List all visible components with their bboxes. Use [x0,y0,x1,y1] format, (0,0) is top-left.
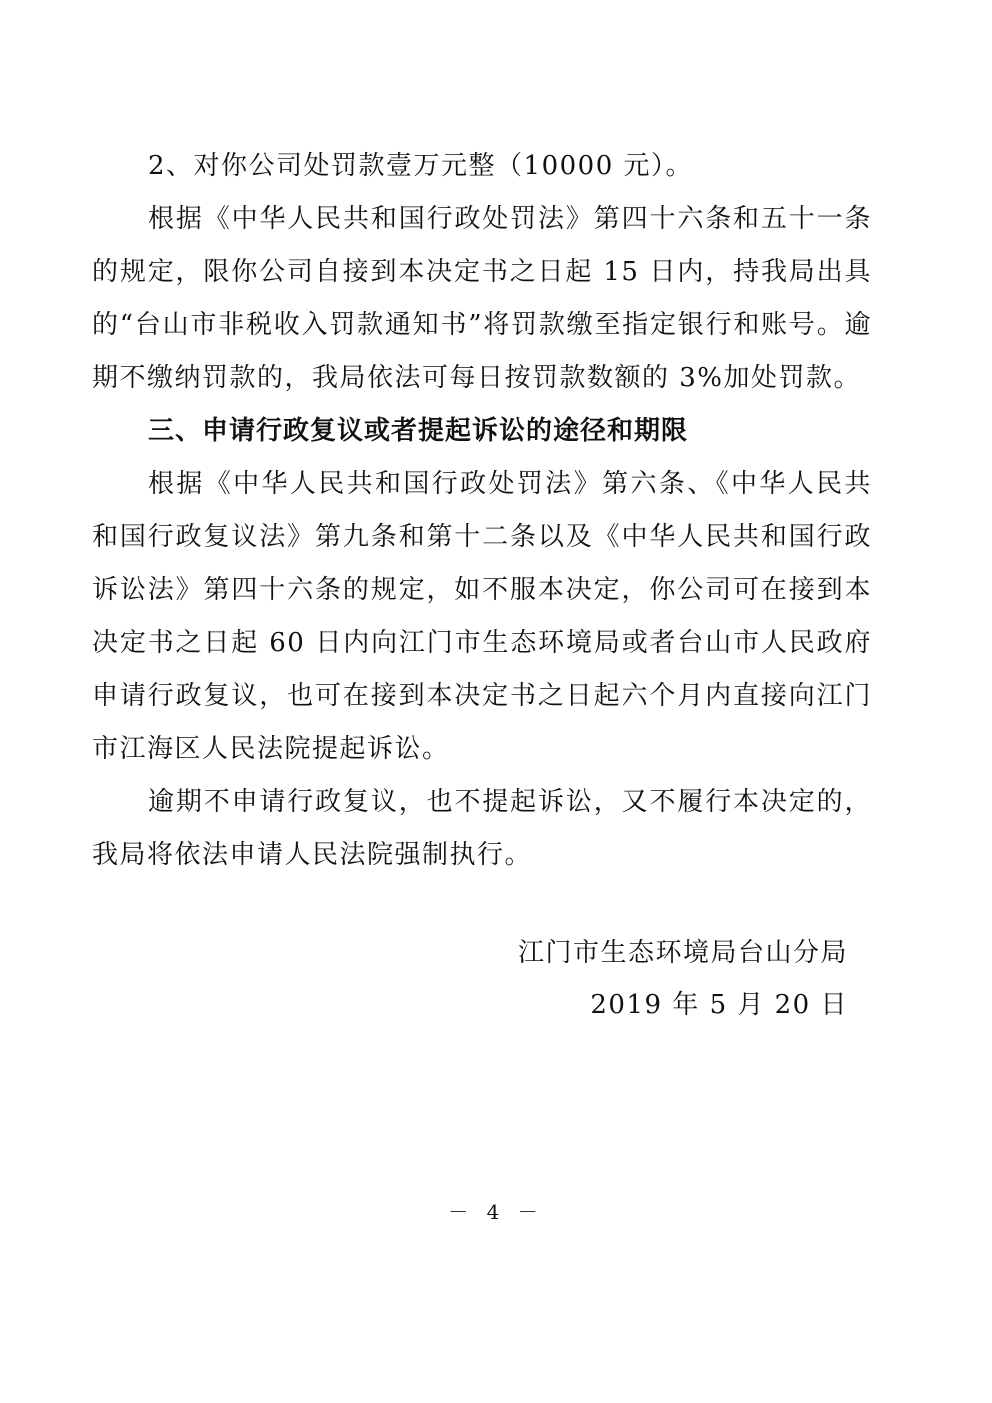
paragraph-penalty-amount: 2、对你公司处罚款壹万元整（10000 元）。 [148,151,694,181]
paragraph-enforcement: 逾期不申请行政复议，也不提起诉讼，又不履行本决定的，我局将依法申请人民法院强制执行。 [92,787,872,870]
paragraph-appeal-rights: 根据《中华人民共和国行政处罚法》第六条、《中华人民共和国行政复议法》第九条和第十二条以及《中华人民共和国行政诉讼法》第四十六条的规定，如不服本决定，你公司可在接到本决定书之日起 60 日内向江门市生态环境局或者台山市人民政府申请行政复议，也可在接到本决定书之日起六个月内直接向江门市江海区人民法院提起诉讼。 [92,469,872,764]
signature-date: 2019 年 5 月 20 日 [590,990,848,1020]
paragraph-payment-deadline: 根据《中华人民共和国行政处罚法》第四十六条和五十一条的规定，限你公司自接到本决定书之日起 15 日内，持我局出具的“台山市非税收入罚款通知书”将罚款缴至指定银行和账号。逾期不缴纳罚款的，我局依法可每日按罚款数额的 3%加处罚款。 [92,204,872,393]
signature-organization: 江门市生态环境局台山分局 [517,938,848,968]
section-heading-appeal: 三、申请行政复议或者提起诉讼的途径和期限 [148,416,689,446]
page-number: － 4 － [448,1200,544,1224]
